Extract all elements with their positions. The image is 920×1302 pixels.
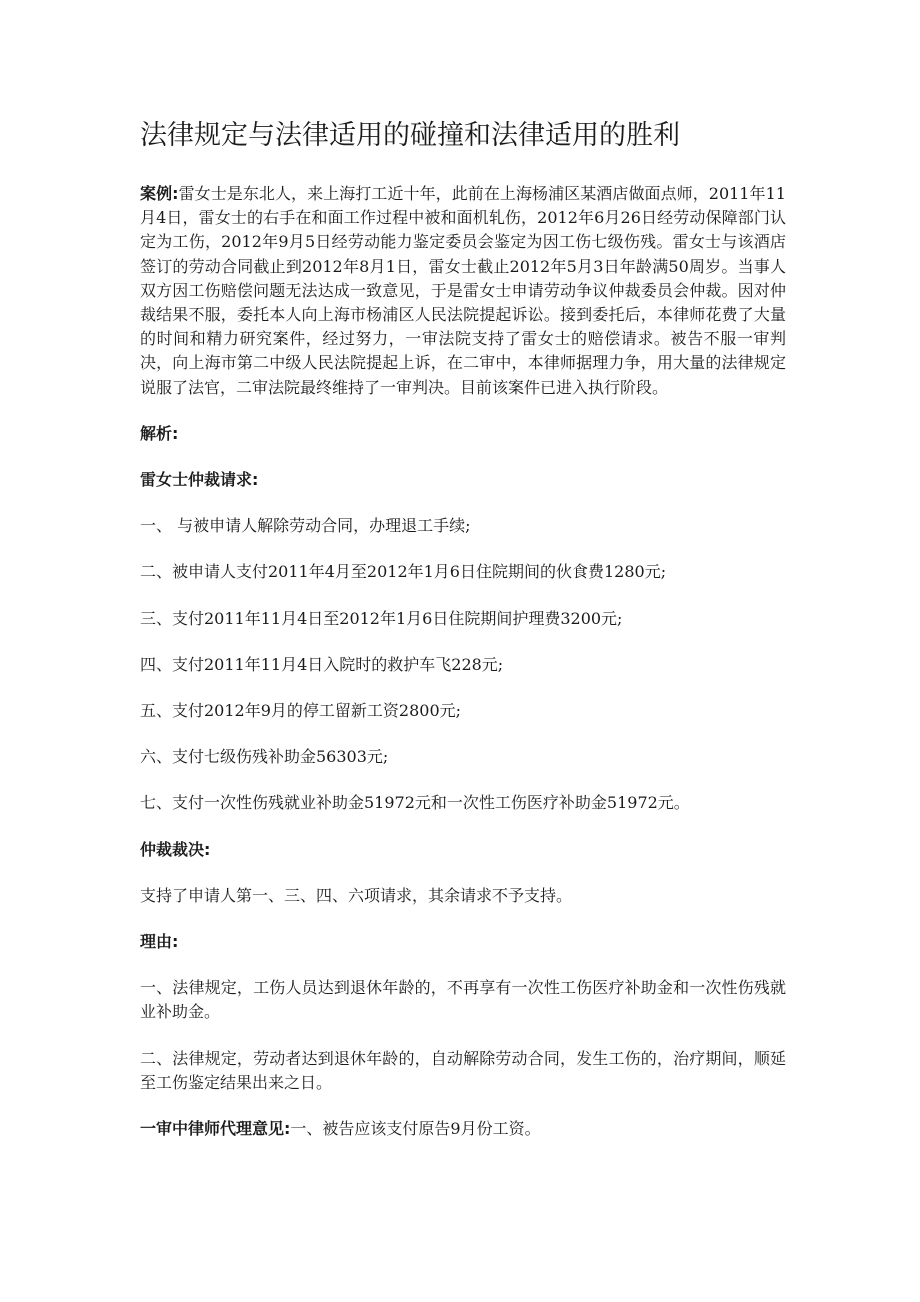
ruling-heading: 仲裁裁决:	[140, 839, 211, 859]
opinion-paragraph	[140, 1117, 786, 1141]
claim-item: 一、 与被申请人解除劳动合同，办理退工手续;	[140, 516, 471, 536]
case-label: 案例:	[140, 184, 179, 203]
claim-item: 三、支付2011年11月4日至2012年1月6日住院期间护理费3200元;	[140, 608, 623, 628]
case-paragraph	[140, 182, 786, 400]
claim-item: 四、支付2011年11月4日入院时的救护车飞228元;	[140, 654, 504, 674]
claim-item: 七、支付一次性伤残就业补助金51972元和一次性工伤医疗补助金51972元。	[140, 793, 690, 813]
claims-heading: 雷女士仲裁请求:	[140, 470, 259, 490]
claim-item: 六、支付七级伤残补助金56303元;	[140, 747, 389, 767]
document-title: 法律规定与法律适用的碰撞和法律适用的胜利	[140, 120, 680, 151]
reason-item: 二、法律规定，劳动者达到退休年龄的，自动解除劳动合同，发生工伤的，治疗期间，顺延至工伤鉴定结果出来之日。	[140, 1048, 786, 1092]
case-text: 雷女士是东北人，来上海打工近十年，此前在上海杨浦区某酒店做面点师，2011年11月4日，雷女士的右手在和面工作过程中被和面机轧伤，2012年6月26日经劳动保障部门认定为工伤，2012年9月5日经劳动能力鉴定委员会鉴定为因工伤七级伤残。雷女士与该酒店签订的劳动合同截止到2012年8月1日，雷女士截止2012年5月3日年龄满50周岁。当事人双方因工伤赔偿问题无法达成一致意见，于是雷女士申请劳动争议仲裁委员会仲裁。因对仲裁结果不服，委托本人向上海市杨浦区人民法院提起诉讼。接到委托后，本律师花费了大量的时间和精力研究案件，经过努力，一审法院支持了雷女士的赔偿请求。被告不服一审判决，向上海市第二中级人民法院提起上诉，在二审中，本律师据理力争，用大量的法律规定说服了法官，二审法院最终维持了一审判决。目前该案件已进入执行阶段。	[140, 184, 786, 397]
ruling-text: 支持了申请人第一、三、四、六项请求，其余请求不予支持。	[140, 885, 573, 905]
claim-item: 二、被申请人支付2011年4月至2012年1月6日住院期间的伙食费1280元;	[140, 562, 667, 582]
document-page	[140, 112, 786, 1141]
reason-item: 一、法律规定，工伤人员达到退休年龄的，不再享有一次性工伤医疗补助金和一次性伤残就业补助金。	[140, 978, 786, 1022]
reason-heading: 理由:	[140, 932, 179, 952]
opinion-text: 一、被告应该支付原告9月份工资。	[290, 1119, 541, 1139]
analysis-heading: 解析:	[140, 423, 179, 443]
opinion-label: 一审中律师代理意见:	[140, 1119, 291, 1139]
claim-item: 五、支付2012年9月的停工留新工资2800元;	[140, 701, 462, 721]
